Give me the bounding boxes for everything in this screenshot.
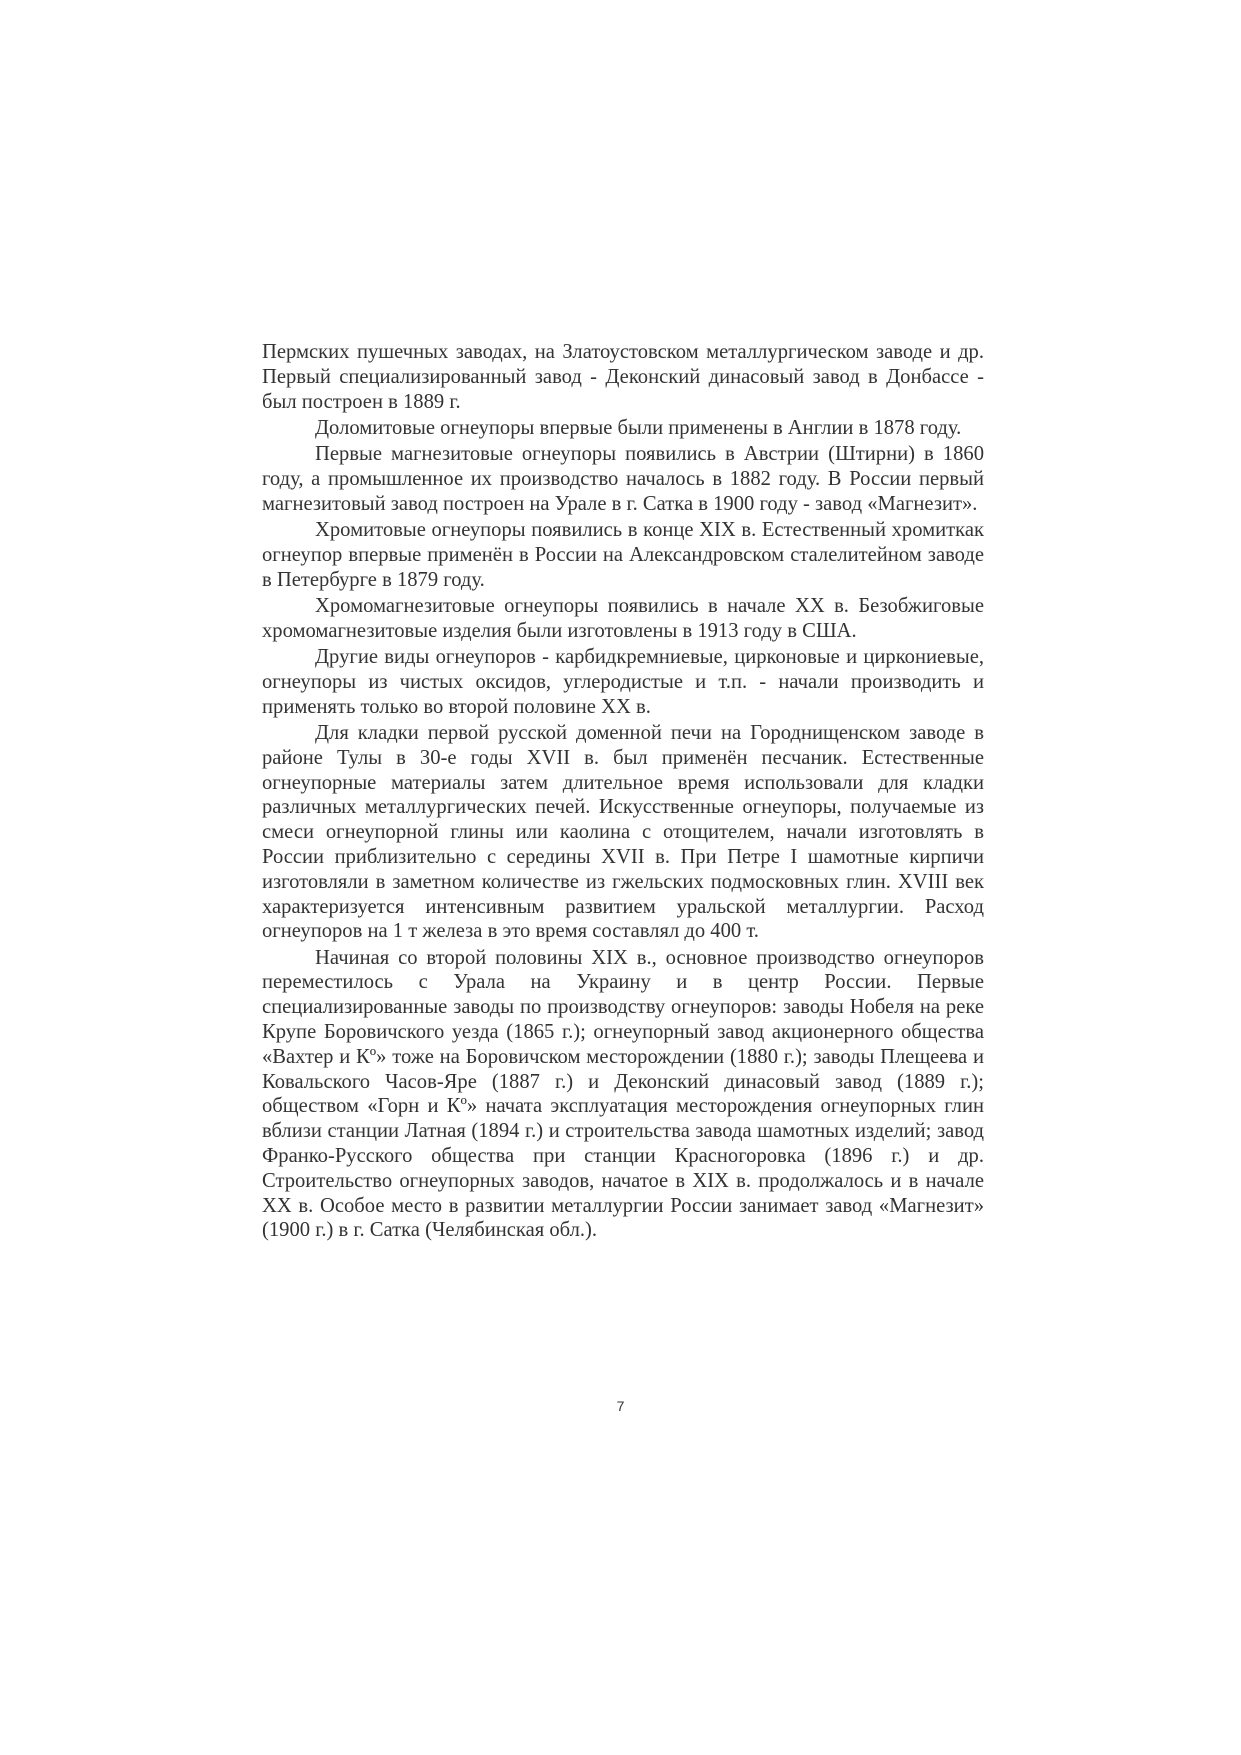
- body-text: [262, 340, 984, 1243]
- paragraph-2: Доломитовые огнеупоры впервые были применены в Англии в 1878 году.: [315, 416, 962, 439]
- paragraph-8: Начиная со второй половины XIX в., основное производство огнеупоров переместилось с Урала на Украину и в центр России. Первые специализированные заводы по производству огнеупоров: заводы Нобеля на реке Крупе Боровичского уезда (1865 г.); огнеупорный завод акционерного общества «Вахтер и Кº» тоже на Боровичском месторождении (1880 г.); заводы Плещеева и Ковальского Часов-Яре (1887 г.) и Деконский динасовый завод (1889 г.); обществом «Горн и Кº» начата эксплуатация месторождения огнеупорных глин вблизи станции Латная (1894 г.) и строительства завода шамотных изделий; завод Франко-Русского общества при станции Красногоровка (1896 г.) и др. Строительство огнеупорных заводов, начатое в XIX в. продолжалось и в начале XX в. Особое место в развитии металлургии России занимает завод «Магнезит» (1900 г.) в г. Сатка (Челябинская обл.).: [262, 946, 984, 1242]
- paragraph-3: Первые магнезитовые огнеупоры появились в Австрии (Штирни) в 1860 году, а промышленное их производство началось в 1882 году. В России первый магнезитовый завод построен на Урале в г. Сатка в 1900 году - завод «Магнезит».: [262, 443, 984, 515]
- paragraph-7: Для кладки первой русской доменной печи на Городнищенском заводе в районе Тулы в 30-е годы XVII в. был применён песчаник. Естественные огнеупорные материалы затем длительное время использовали для кладки различных металлургических печей. Искусственные огнеупоры, получаемые из смеси огнеупорной глины или каолина с отощителем, начали изготовлять в России приблизительно с середины XVII в. При Петре I шамотные кирпичи изготовляли в заметном количестве из гжельских подмосковных глин. XVIII век характеризуется интенсивным развитием уральской металлургии. Расход огнеупоров на 1 т железа в это время составлял до 400 т.: [262, 721, 984, 943]
- page-number: 7: [616, 1398, 625, 1414]
- paragraph-1: Пермских пушечных заводах, на Златоустовском металлургическом заводе и др. Первый специализированный завод - Деконский динасовый завод в Донбассе - был построен в 1889 г.: [262, 341, 984, 413]
- paragraph-4: Хромитовые огнеупоры появились в конце XIX в. Естественный хромиткак огнеупор впервые применён в России на Александровском сталелитейном заводе в Петербурге в 1879 году.: [262, 519, 984, 591]
- paragraph-5: Хромомагнезитовые огнеупоры появились в начале XX в. Безобжиговые хромомагнезитовые изделия были изготовлены в 1913 году в США.: [262, 594, 984, 642]
- paragraph-6: Другие виды огнеупоров - карбидкремниевые, цирконовые и циркониевые, огнеупоры из чистых оксидов, углеродистые и т.п. - начали производить и применять только во второй половине XX в.: [262, 646, 984, 718]
